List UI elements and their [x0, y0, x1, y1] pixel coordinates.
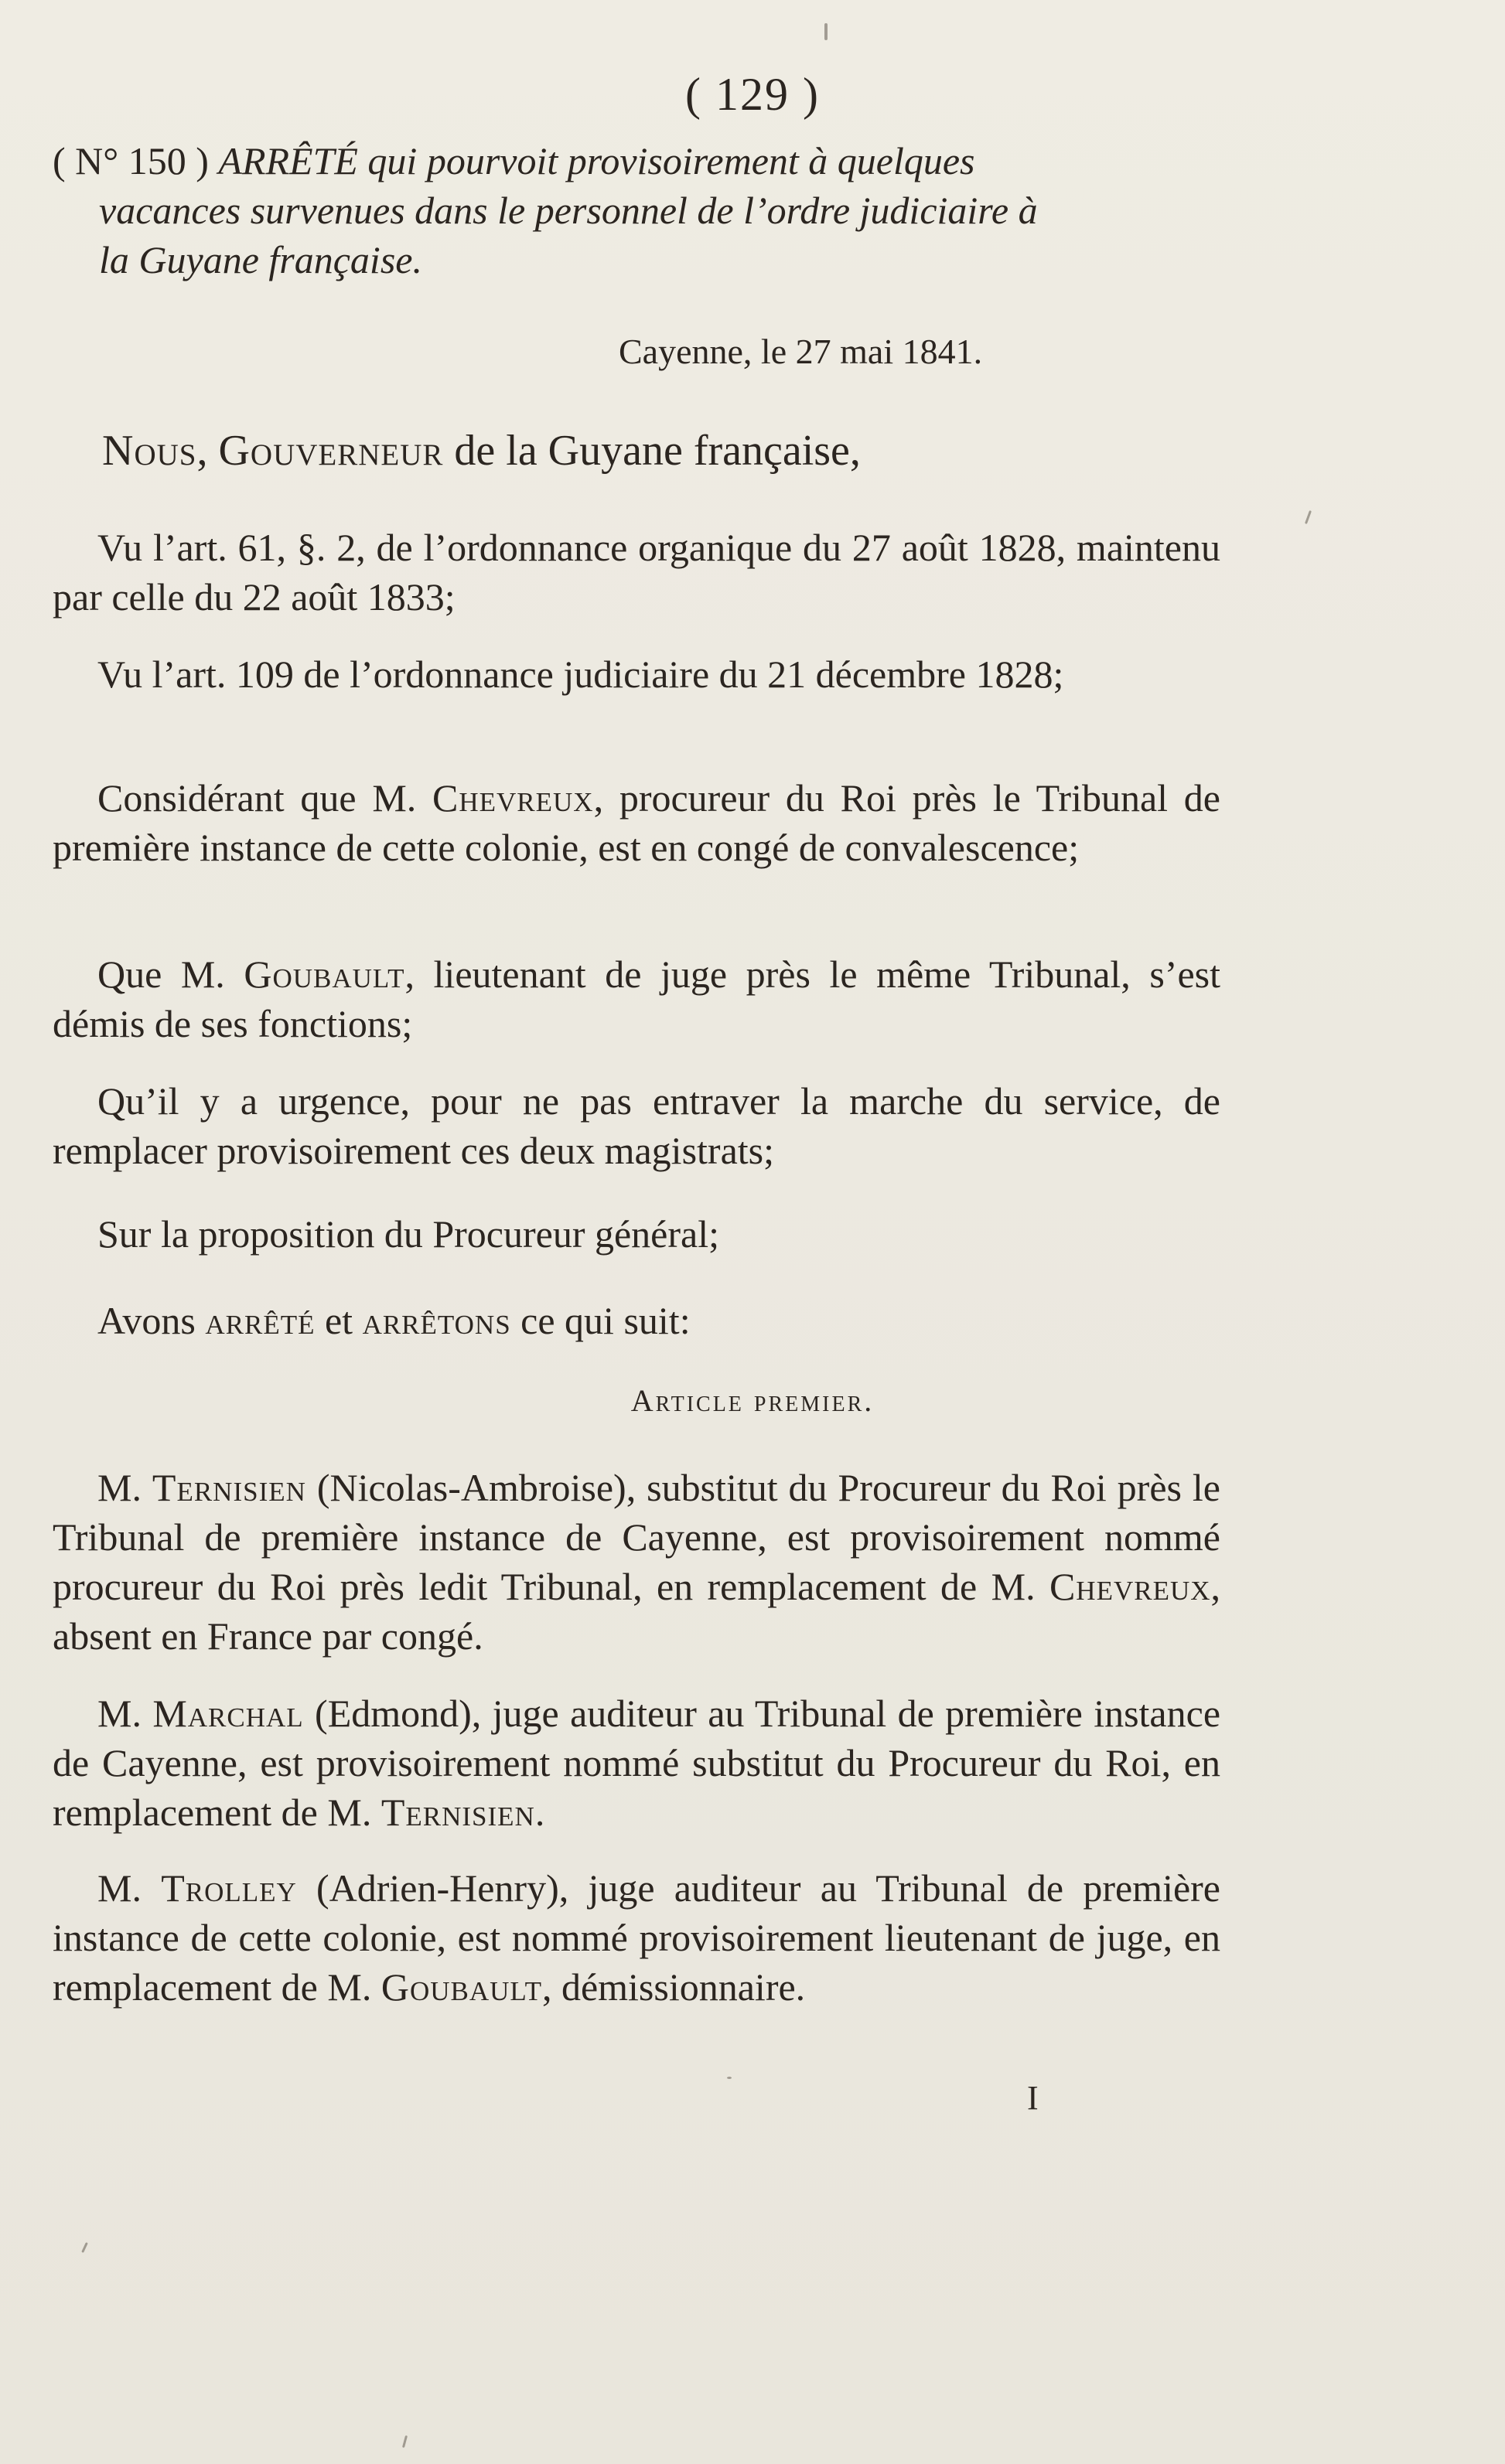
name-trolley: Trolley [161, 1866, 297, 1910]
name-goubault: Goubault [244, 953, 405, 996]
decree-title-line3: la Guyane française. [99, 238, 422, 281]
p3-start: Considérant que M. [97, 776, 417, 820]
paragraph-proposition: Sur la proposition du Procureur général; [97, 1212, 719, 1256]
a2-m: M. [97, 1692, 142, 1735]
name-chevreux-2: Chevreux [1049, 1565, 1211, 1608]
paragraph-considerant [53, 773, 1220, 872]
governor-rest: de la Guyane française, [454, 427, 861, 475]
decree-heading [53, 136, 1220, 285]
paragraph-vu-art-109: Vu l’art. 109 de l’ordonnance judiciaire du 21 décembre 1828; [97, 653, 1064, 696]
gouverneur-word: Gouverneur [218, 427, 444, 475]
word-arretons: arrêtons [362, 1299, 511, 1342]
a1-text: (Nicolas-Ambroise), substitut du Procureur du Roi près le Tribunal de première instance de Cayenne, est provisoirement nommé procureur du Roi près ledit Tribunal, en remplacement de M. [53, 1466, 1220, 1608]
a1-end: , absent en France par congé. [53, 1565, 1221, 1658]
name-chevreux: Chevreux [432, 776, 594, 820]
a3-end: , démissionnaire. [541, 1965, 806, 2009]
paper-fleck [81, 2242, 88, 2253]
article-title: Article premier. [630, 1383, 875, 1418]
paper-fleck [402, 2435, 408, 2448]
a1-m: M. [97, 1466, 142, 1509]
governor-line: Nous, Gouverneur de la Guyane française, [102, 427, 861, 475]
article-paragraph-trolley [53, 1863, 1220, 2012]
a3-text: (Adrien-Henry), juge auditeur au Tribunal de première instance de cette colonie, est nommé provisoirement lieutenant de juge, en remplacement de M. [53, 1866, 1220, 2009]
paper-fleck [1305, 510, 1312, 524]
decree-title: ARRÊTÉ qui pourvoit provisoirement à quelques [218, 139, 975, 182]
p7-avons: Avons [97, 1299, 196, 1342]
nous-word: Nous [102, 427, 197, 475]
word-arrete: arrêté [205, 1299, 316, 1342]
article-paragraph-ternisien [53, 1463, 1220, 1661]
name-ternisien-2: Ternisien [381, 1791, 535, 1834]
paragraph-urgence: Qu’il y a urgence, pour ne pas entraver la marche du service, de remplacer provisoirement ces deux magistrats; [53, 1079, 1220, 1172]
a2-text: (Edmond), juge auditeur au Tribunal de première instance de Cayenne, est provisoirement nommé substitut du Procureur du Roi, en remplacement de M. [53, 1692, 1221, 1834]
page-number: ( 129 ) [685, 69, 820, 120]
p4-start: Que M. [97, 953, 225, 996]
p7-et: et [324, 1299, 353, 1342]
decree-title-line2: vacances survenues dans le personnel de l’ordre judiciaire à [99, 189, 1038, 232]
signature-mark: I [1027, 2079, 1039, 2117]
paper-fleck [824, 23, 828, 40]
article-paragraph-marchal [53, 1689, 1220, 1837]
p7-end: ce qui suit: [520, 1299, 691, 1342]
paragraph-avons-arrete [53, 1296, 1220, 1345]
p3-end: , procureur du Roi près le Tribunal de première instance de cette colonie, est en congé de convalescence; [53, 776, 1220, 869]
a3-m: M. [97, 1866, 142, 1910]
name-goubault-2: Goubault [381, 1965, 542, 2009]
a2-end: . [534, 1791, 545, 1834]
name-ternisien: Ternisien [152, 1466, 306, 1509]
name-marchal: Marchal [152, 1692, 304, 1735]
p4-end: , lieutenant de juge près le même Tribunal, s’est démis de ses fonctions; [53, 953, 1221, 1045]
decree-number: ( N° 150 ) [53, 139, 209, 182]
paper-fleck [727, 2077, 732, 2079]
date-line: Cayenne, le 27 mai 1841. [619, 332, 983, 371]
paragraph-goubault [53, 949, 1220, 1048]
paragraph-vu-art-61: Vu l’art. 61, §. 2, de l’ordonnance organique du 27 août 1828, maintenu par celle du 22 août 1833; [53, 526, 1220, 619]
